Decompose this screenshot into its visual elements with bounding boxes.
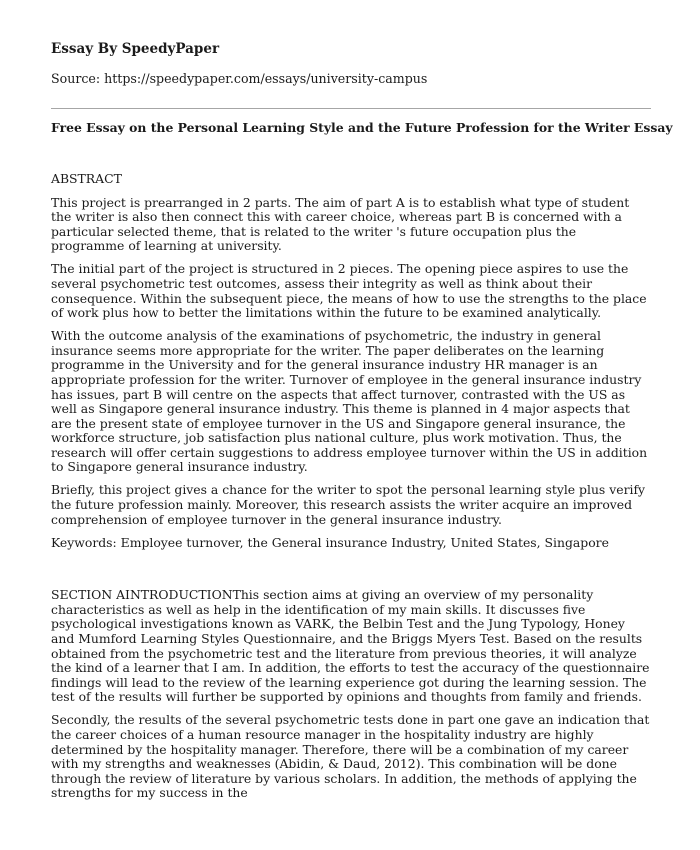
- source-label: Source:: [51, 71, 105, 86]
- abstract-paragraph-1: This project is prearranged in 2 parts. The aim of part A is to establish what type of student the writer is also then connect this with career choice, whereas part B is concerned with a particular selected theme, that is related to the writer 's future occupation plus the programme of learning at university.: [51, 194, 630, 254]
- abstract-paragraph-4: Briefly, this project gives a chance for the writer to spot the personal learning style plus verify the future profession mainly. Moreover, this research assists the writer acquire an improved comprehension of employee turnover in the general insurance industry.: [51, 482, 646, 527]
- source-line: [51, 70, 427, 88]
- header-divider: [51, 108, 651, 109]
- document-body: [51, 172, 651, 809]
- abstract-heading: ABSTRACT: [51, 171, 122, 186]
- abstract-paragraph-2: The initial part of the project is structured in 2 pieces. The opening piece aspires to use the several psychometric test outcomes, assess their integrity as well as think about their consequence. Within the subsequent piece, the means of how to use the strengths to the place of work plus how to better the limitations within the future to be examined analytically.: [51, 261, 647, 321]
- brand-heading: Essay By SpeedyPaper: [51, 41, 220, 57]
- abstract-paragraph-3: With the outcome analysis of the examinations of psychometric, the industry in general insurance seems more appropriate for the writer. The paper deliberates on the learning programme in the University and for the general insurance industry HR manager is an appropriate profession for the writer. Turnover of employee in the general insurance industry has issues, part B will centre on the aspects that affect turnover, contrasted with the US as well as Singapore general insurance industry. This theme is planned in 4 major aspects that are the present state of employee turnover in the US and Singapore general insurance, the workforce structure, job satisfaction plus national culture, plus work motivation. Thus, the research will offer certain suggestions to address employee turnover within the US in addition to Singapore general insurance industry.: [51, 328, 648, 475]
- section-a-paragraph-1: SECTION AINTRODUCTIONThis section aims at giving an overview of my personality characteristics as well as help in the identification of my main skills. It discusses five psychological investigations known as VARK, the Belbin Test and the Jung Typology, Honey and Mumford Learning Styles Questionnaire, and the Briggs Myers Test. Based on the results obtained from the psychometric test and the literature from previous theories, it will analyze the kind of a learner that I am. In addition, the efforts to test the accuracy of the questionnaire findings will lead to the review of the learning experience got during the learning session. The test of the results will further be supported by opinions and thoughts from family and friends.: [51, 587, 650, 705]
- source-url: https://speedypaper.com/essays/university-campus: [104, 71, 428, 86]
- document-title: Free Essay on the Personal Learning Style and the Future Profession for the Writer Essay: [51, 120, 673, 135]
- section-a-paragraph-2: Secondly, the results of the several psychometric tests done in part one gave an indication that the career choices of a human resource manager in the hospitality industry are highly determined by the hospitality manager. Therefore, there will be a combination of my career with my strengths and weaknesses (Abidin, & Daud, 2012). This combination will be done through the review of literature by various scholars. In addition, the methods of applying the strengths for my success in the: [51, 712, 650, 801]
- keywords-line: Keywords: Employee turnover, the General insurance Industry, United States, Singapore: [51, 534, 609, 550]
